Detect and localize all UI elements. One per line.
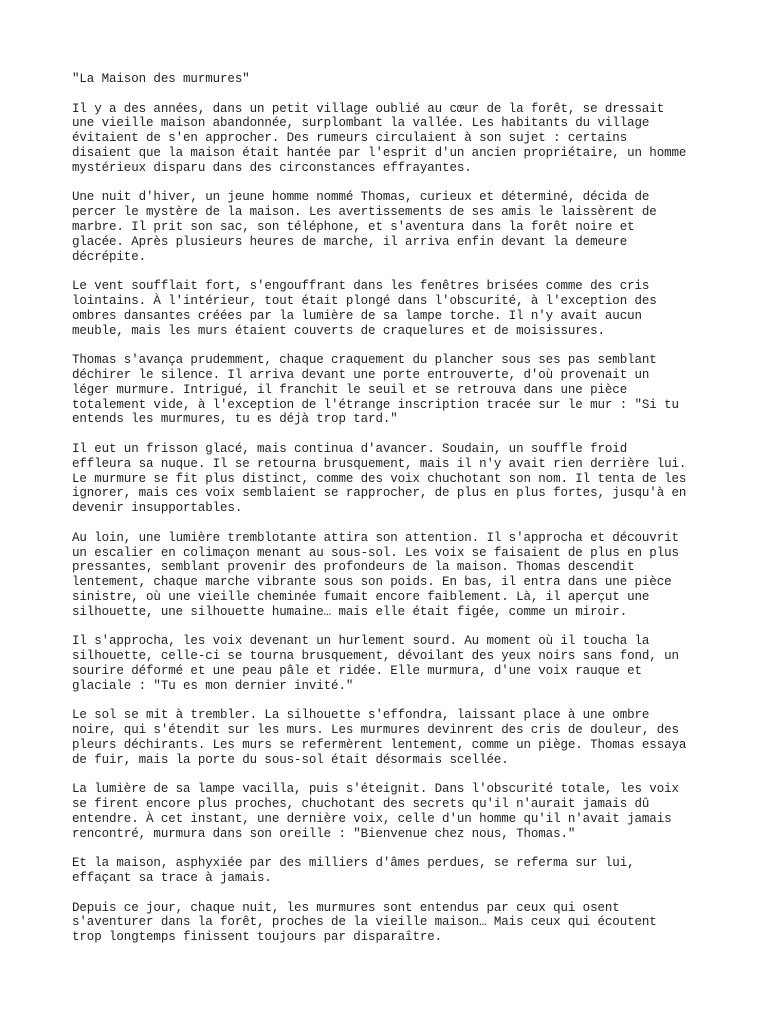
document-page [72,72,702,960]
paragraph-11: Depuis ce jour, chaque nuit, les murmures sont entendus par ceux qui osent s'aventurer dans la forêt, proches de la vieille maison… Mais ceux qui écoutent trop longtemps finissent toujours par disparaître. [72,900,657,945]
paragraph-7: Il s'approcha, les voix devenant un hurlement sourd. Au moment où il toucha la silhouette, celle-ci se tourna brusquement, dévoilant des yeux noirs sans fond, un sourire déformé et une peau pâle et ridée. Elle murmura, d'une voix rauque et glaciale : "Tu es mon dernier invité." [72,634,679,693]
paragraph-10: Et la maison, asphyxiée par des milliers d'âmes perdues, se referma sur lui, effaçant sa trace à jamais. [72,856,635,886]
paragraph-1: Il y a des années, dans un petit village oublié au cœur de la forêt, se dressait une vieille maison abandonnée, surplombant la vallée. Les habitants du village évitaient de s'en approcher. Des rumeurs circulaient à son sujet : certains disaient que la maison était hantée par l'esprit d'un ancien propriétaire, un homme mystérieux disparu dans des circonstances effrayantes. [72,101,687,175]
paragraph-8: Le sol se mit à trembler. La silhouette s'effondra, laissant place à une ombre noire, qui s'étendit sur les murs. Les murmures devinrent des cris de douleur, des pleurs déchirants. Les murs se refermèrent lentement, comme un piège. Thomas essaya de fuir, mais la porte du sous-sol était désormais scellée. [72,708,687,767]
paragraph-3: Le vent soufflait fort, s'engouffrant dans les fenêtres brisées comme des cris lointains. À l'intérieur, tout était plongé dans l'obscurité, à l'exception des ombres dansantes créées par la lumière de sa lampe torche. Il n'y avait aucun meuble, mais les murs étaient couverts de craquelures et de moisissures. [72,279,657,338]
paragraph-2: Une nuit d'hiver, un jeune homme nommé Thomas, curieux et déterminé, décida de percer le mystère de la maison. Les avertissements de ses amis le laissèrent de marbre. Il prit son sac, son téléphone, et s'aventura dans la forêt noire et glacée. Après plusieurs heures de marche, il arriva enfin devant la demeure décrépite. [72,190,657,264]
paragraph-5: Il eut un frisson glacé, mais continua d'avancer. Soudain, un souffle froid effleura sa nuque. Il se retourna brusquement, mais il n'y avait rien derrière lui. Le murmure se fit plus distinct, comme des voix chuchotant son nom. Il tenta de les ignorer, mais ces voix semblaient se rapprocher, de plus en plus fortes, jusqu'à en devenir insupportables. [72,441,687,516]
paragraph-9: La lumière de sa lampe vacilla, puis s'éteignit. Dans l'obscurité totale, les voix se firent encore plus proches, chuchotant des secrets qu'il n'aurait jamais dû entendre. À cet instant, une dernière voix, celle d'un homme qu'il n'avait jamais rencontré, murmura dans son oreille : "Bienvenue chez nous, Thomas." [72,782,679,841]
document-title: "La Maison des murmures" [72,72,250,86]
paragraph-4: Thomas s'avança prudemment, chaque craquement du plancher sous ses pas semblant déchirer le silence. Il arriva devant une porte entrouverte, d'où provenait un léger murmure. Intrigué, il franchit le seuil et se retrouva dans une pièce totalement vide, à l'exception de l'étrange inscription tracée sur le mur : "Si tu entends les murmures, tu es déjà trop tard." [72,353,679,427]
paragraph-6: Au loin, une lumière tremblotante attira son attention. Il s'approcha et découvrit un escalier en colimaçon menant au sous-sol. Les voix se faisaient de plus en plus pressantes, semblant provenir des profondeurs de la maison. Thomas descendit lentement, chaque marche vibrante sous son poids. En bas, il entra dans une pièce sinistre, où une vieille cheminée fumait encore faiblement. Là, il aperçut une silhouette, une silhouette humaine… mais elle était figée, comme un miroir. [72,530,679,619]
